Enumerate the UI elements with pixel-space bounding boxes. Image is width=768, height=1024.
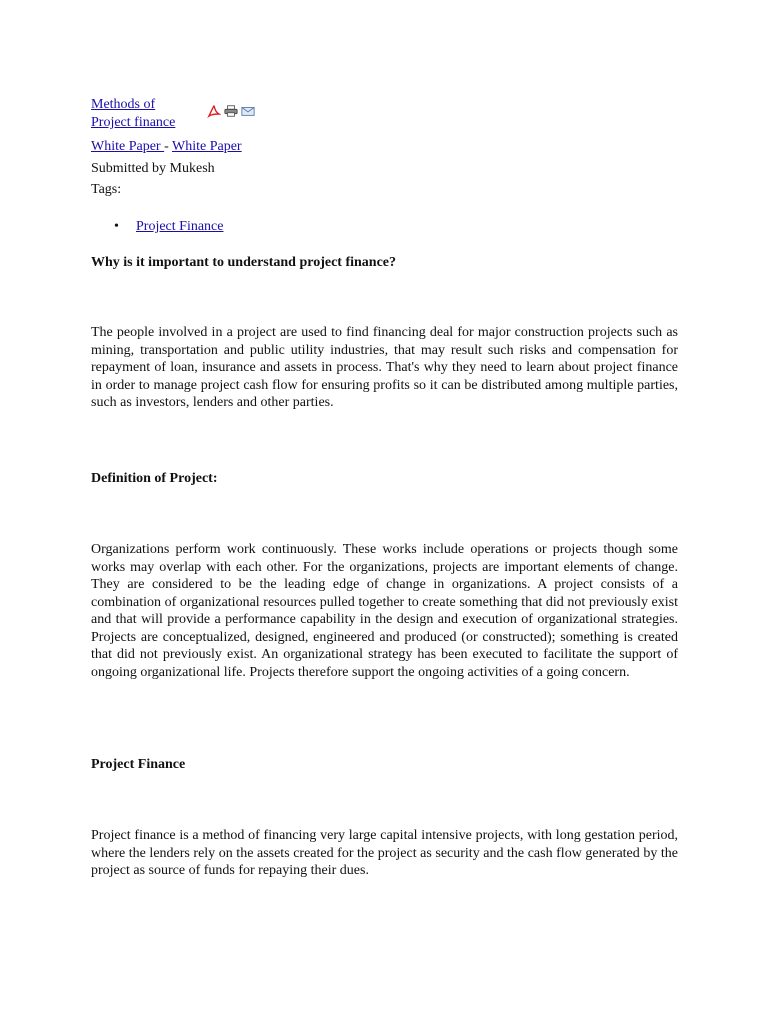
list-item bbox=[114, 218, 223, 236]
section-paragraph: Project finance is a method of financing very large capital intensive projects, with long gestation period, where the lenders rely on the assets created for the project as security and the cash flow generated by the project as source of funds for repaying their dues. bbox=[91, 828, 678, 878]
title-link[interactable] bbox=[91, 96, 201, 132]
tags-label: Tags: bbox=[91, 182, 122, 197]
action-icons bbox=[207, 104, 255, 118]
title-block bbox=[91, 96, 201, 132]
white-paper-link-2[interactable]: White Paper bbox=[172, 139, 242, 154]
print-icon[interactable] bbox=[224, 104, 238, 118]
title-line-1: Methods of bbox=[91, 97, 156, 112]
section-heading: Project Finance bbox=[91, 757, 186, 772]
section-paragraph: The people involved in a project are used to find financing deal for major construction projects such as mining, transportation and public utility industries, that may result such risks and compensation for repayment of loan, insurance and assets in process. That's why they need to learn about project finance in order to manage project cash flow for ensuring profits so it can be distributed among multiple parties, such as investors, lenders and other parties. bbox=[91, 325, 678, 410]
submitted-by: Submitted by Mukesh bbox=[91, 161, 215, 176]
tag-list bbox=[114, 218, 223, 236]
pdf-icon[interactable] bbox=[207, 104, 221, 118]
type-separator: - bbox=[164, 139, 173, 154]
white-paper-link-1[interactable]: White Paper bbox=[91, 139, 165, 154]
section-paragraph: Organizations perform work continuously. These works include operations or projects though some works may overlap with each other. For the organizations, projects are important elements of change. They are considered to be the leading edge of change in organizations. A project consists of a combination of organizational resources pulled together to create something that did not previously exist and that will provide a performance capability in the design and execution of organizational strategies. Projects are conceptualized, designed, engineered and produced (or constructed); something is created that did not previously exist. An organizational strategy has been executed to facilitate the support of ongoing organizational life. Projects therefore support the ongoing activities of a going concern. bbox=[91, 542, 678, 680]
content-type-line bbox=[91, 138, 242, 156]
title-line-2: Project finance bbox=[91, 115, 176, 130]
email-icon[interactable] bbox=[241, 104, 255, 118]
section-heading: Why is it important to understand project finance? bbox=[91, 255, 397, 270]
tag-link-project-finance[interactable]: Project Finance bbox=[136, 219, 224, 234]
section-heading: Definition of Project: bbox=[91, 471, 218, 486]
